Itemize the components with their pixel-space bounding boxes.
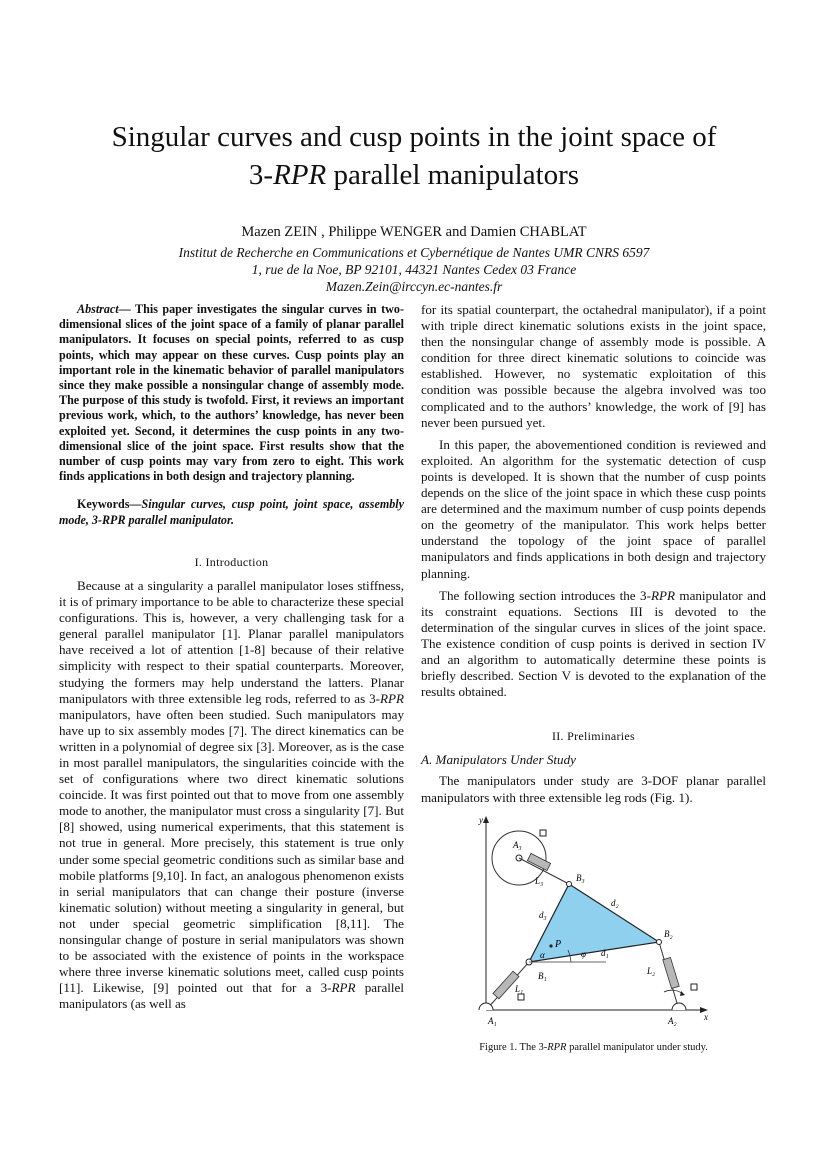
subsection-heading: A. Manipulators Under Study [421, 752, 576, 768]
paper-title [60, 118, 768, 194]
label-y: y [479, 814, 483, 825]
label-a1: A₁ [488, 1015, 497, 1026]
marker-box-a1 [518, 994, 524, 1000]
label-a3: A₃ [513, 839, 522, 850]
abstract-label: Abstract [77, 302, 119, 316]
joint-b2 [657, 939, 662, 944]
label-alpha: α [540, 949, 545, 960]
label-d2: d₂ [611, 897, 619, 908]
label-phi: φ [581, 948, 586, 959]
section-heading-preliminaries: II. Preliminaries [551, 729, 636, 744]
leg-2-actuator [663, 957, 679, 988]
keywords-text: Singular curves, cusp point, joint space, assembly mode, 3-RPR parallel manipulator. [59, 497, 404, 527]
label-b1: B₁ [538, 970, 547, 981]
right-paragraph-1: for its spatial counterpart, the octahedral manipulator), if a point with triple direct kinematic solutions exists in the joint space, then the nonsingular change of assembly mode is possible. A condition for three direct kinematic solutions to coincide was established. However, no systematic exploitation of this condition was possible because the algebra involved was too complicated and to the authors’ knowledge, the work of [9] has never been pursued yet. [421, 302, 766, 430]
label-l1: L₁ [515, 983, 524, 994]
angle-arrow-a2 [680, 991, 685, 996]
abstract-text: — This paper investigates the singular curves in two-dimensional slices of the joint space of a family of planar parallel manipulators. It focuses on special points, referred to as cusp points, which may appear on these curves. Cusp points play an important role in the kinematic behavior of parallel manipulators since they make possible a nonsingular change of assembly mode. The purpose of this study is twofold. First, it reviews an important previous work, which, to the authors’ knowledge, has never been exploited yet. Second, it determines the cusp points in any two-dimensional slice of the joint space. First results show that the number of cusp points may vary from zero to eight. This work finds applications in both design and trajectory planning. [59, 302, 404, 484]
figure-1 [421, 814, 766, 1036]
prelim-paragraph: The manipulators under study are 3-DOF planar parallel manipulators with three extensible leg rods (Fig. 1). [421, 773, 766, 805]
label-b2: B₂ [664, 928, 673, 939]
left-column [59, 302, 404, 1012]
label-b3: B₃ [576, 872, 585, 883]
marker-box-a3 [540, 830, 546, 836]
right-paragraph-2: In this paper, the abovementioned condition is reviewed and exploited. An algorithm for the systematic detection of cusp points is developed. It is shown that the number of cusp points depends on the slice of the joint space in which these cusp points are determined and the maximum number of cusp points depends on the geometry of the manipulator. This work helps better understand the topology of the joint space of parallel manipulators and finds applications in both design and trajectory planning. [421, 436, 766, 581]
affiliation-line-1: Institut de Recherche en Communications et Cybernétique de Nantes UMR CNRS 6597 [178, 245, 650, 260]
title-line-2: 3-RPR parallel manipulators [248, 159, 580, 191]
label-l3: L₃ [535, 875, 544, 886]
label-p: P [555, 938, 562, 950]
authors: Mazen ZEIN , Philippe WENGER and Damien CHABLAT [241, 224, 587, 240]
manipulator-diagram [421, 814, 766, 1036]
email: Mazen.Zein@irccyn.ec-nantes.fr [325, 279, 503, 294]
affiliation [60, 244, 768, 295]
section-heading-introduction: I. Introduction [194, 554, 269, 569]
right-column [421, 302, 766, 1056]
joint-b3 [567, 881, 572, 886]
label-x: x [704, 1011, 708, 1022]
abstract [59, 302, 404, 484]
point-p [549, 944, 552, 947]
label-l2: L₂ [647, 965, 656, 976]
marker-box-a2 [691, 984, 697, 990]
intro-paragraph: Because at a singularity a parallel manipulator loses stiffness, it is of primary importance to be able to characterize these special configurations. This is, however, a very challenging task for a general parallel manipulator [1]. Planar parallel manipulators have received a lot of attention [1-8] because of their relative simplicity with respect to their spatial counterparts. Moreover, studying the formers may help understand the latters. Planar manipulators with three extensible leg rods, referred to as 3-RPR manipulators, have often been studied. Such manipulators may have up to six assembly modes [7]. The direct kinematics can be written in a polynomial of degree six [3]. Moreover, as is the case in most parallel manipulators, the singularities coincide with the set of configurations where two direct kinematic solutions coincide. It was first pointed out that to move from one assembly mode to another, the manipulator must cross a singularity [7]. But [8] showed, using numerical experiments, that this statement is not true in general. More precisely, this statement is true only under some special geometric conditions such as similar base and mobile platforms [9,10]. In fact, an analogous phenomenon exists in serial manipulators that can change their posture (inverse kinematic solution) without meeting a singularity in general, but not under special geometric simplification [8,11]. The nonsingular change of posture in serial manipulators was shown to be associated with the existence of points in the workspace where three inverse kinematic solutions meet, called cusp points [11]. Likewise, [9] pointed out that for a 3-RPR parallel manipulators (as well as [59, 577, 405, 1012]
label-d3: d₃ [539, 909, 547, 920]
keywords-label: Keywords— [77, 497, 142, 512]
right-paragraph-3: The following section introduces the 3-RPR manipulator and its constraint equations. Sections III is devoted to the determination of the singular curves in slices of the joint space. The existence condition of cusp points is derived in section IV and an algorithm to automatically determine these points is briefly described. Section V is devoted to the explanation of the results obtained. [421, 587, 766, 700]
y-axis-arrow [483, 816, 489, 823]
keywords [59, 497, 404, 527]
title-line-1: Singular curves and cusp points in the joint space of [111, 121, 717, 153]
label-d1: d₁ [601, 947, 609, 958]
label-a2: A₂ [668, 1015, 677, 1026]
joint-a2 [672, 1003, 686, 1010]
figure-caption: Figure 1. The 3-RPR parallel manipulator under study. [479, 1041, 708, 1053]
mobile-platform [529, 884, 659, 962]
affiliation-line-2: 1, rue de la Noe, BP 92101, 44321 Nantes Cedex 03 France [251, 262, 577, 277]
